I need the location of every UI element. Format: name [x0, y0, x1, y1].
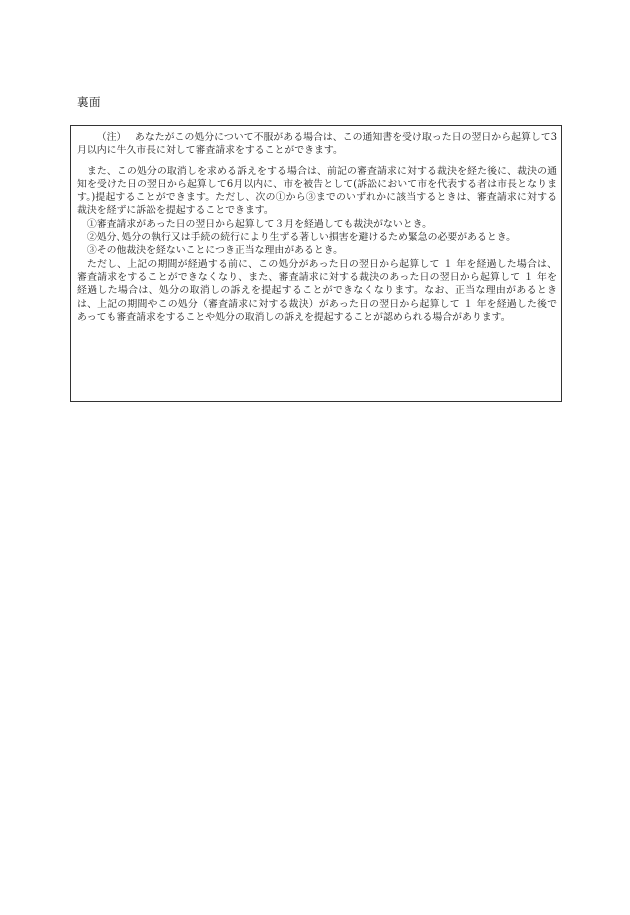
notice-paragraph-deadline: ただし、上記の期間が経過する前に、この処分があった日の翌日から起算して １ 年を経過した場合は、審査請求をすることができなくなり、また、審査請求に対する裁決のあった日の翌日から起算して １ 年を経過した場合は、処分の取消しの訴えを提起することができなくなります。なお、正当な理由があるときは、上記の期間やこの処分（審査請求に対する裁決）があった日の翌日から起算して １ 年を経過した後であっても審査請求をすることや処分の取消しの訴えを提起することが認められる場合があります。	[77, 258, 557, 323]
notice-paragraph-appeal-text: あなたがこの処分について不服がある場合は、この通知書を受け取った日の翌日から起算して3月以内に牛久市長に対して審査請求をすることができます。	[77, 132, 557, 157]
list-item-3: ③その他裁決を経ないことにつき正当な理由があるとき。	[86, 245, 344, 257]
note-label: （注）	[96, 132, 127, 143]
list-item-1: ①審査請求があった日の翌日から起算して３月を経過しても裁決がないとき。	[86, 218, 433, 230]
notice-paragraph-appeal	[77, 131, 557, 158]
notice-box	[70, 125, 562, 402]
page-heading: 裏面	[77, 95, 101, 109]
list-item-2: ②処分､処分の執行又は手続の続行により生ずる著しい損害を避けるため緊急の必要があるとき。	[86, 232, 517, 244]
notice-paragraph-lawsuit: また、この処分の取消しを求める訴えをする場合は、前記の審査請求に対する裁決を経た後に、裁決の通知を受けた日の翌日から起算して6月以内に、市を被告として(訴訟において市を代表する者は市長となります。)提起することができます。ただし、次の①から③までのいずれかに該当するときは、審査請求に対する裁決を経ずに訴訟を提起することできます。	[77, 165, 557, 217]
